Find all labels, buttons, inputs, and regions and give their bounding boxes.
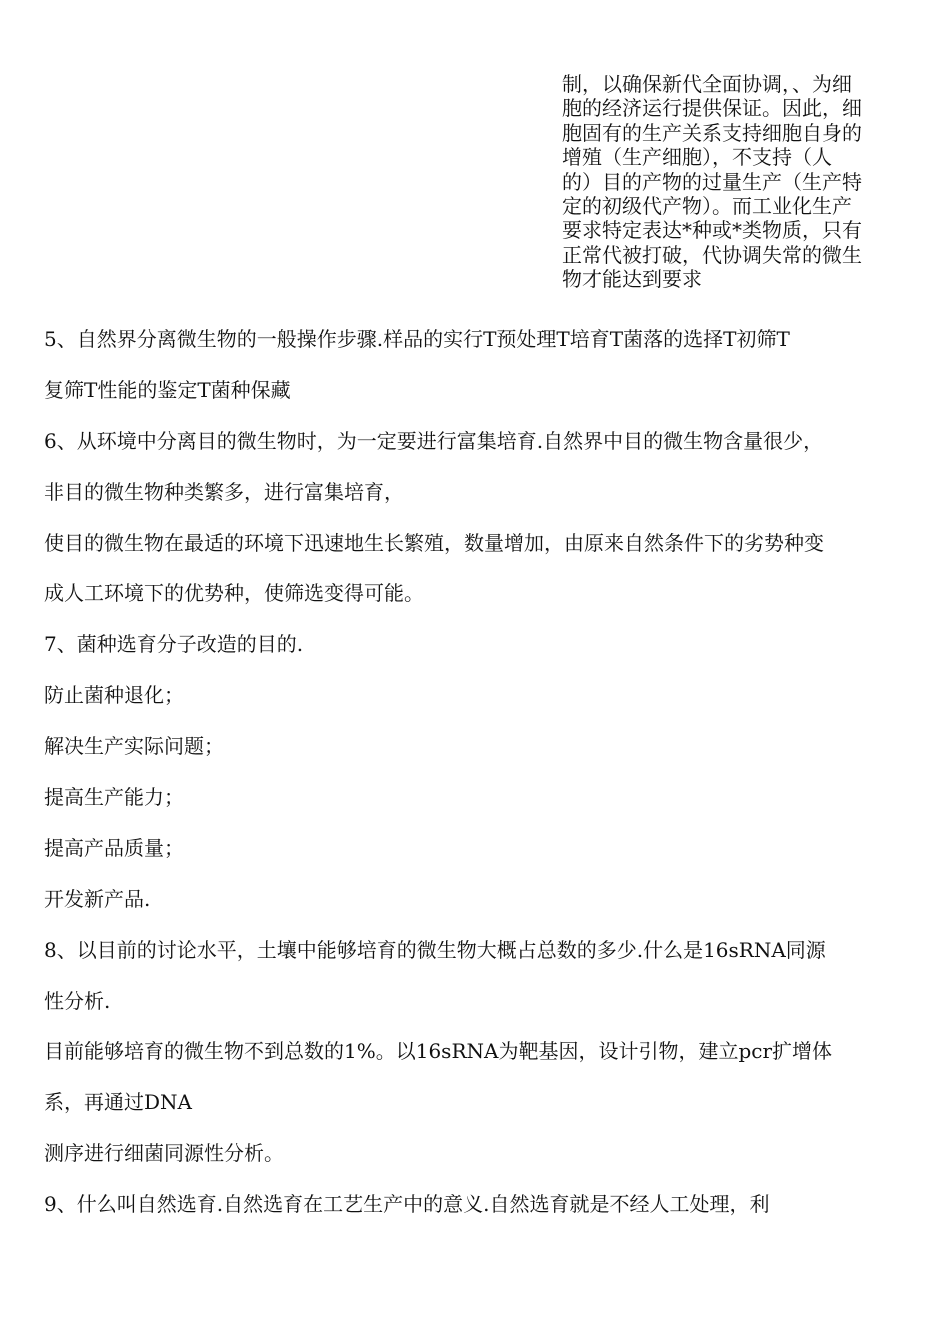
column-line: 制，以确保新代全面协调，、为细 — [562, 72, 852, 96]
column-line: 的）目的产物的过量生产（生产特 — [562, 169, 862, 194]
text-line: 性分析. — [44, 988, 111, 1013]
question-5-heading: 5、自然界分离微生物的一般操作步骤.样品的实行T预处理T培育T菌落的选择T初筛T — [44, 327, 790, 351]
question-8-heading: 8、以目前的讨论水平，土壤中能够培育的微生物大概占总数的多少.什么是16sRNA同源 — [44, 937, 826, 962]
list-item: 提高生产能力； — [44, 785, 184, 810]
question-7-heading: 7、菌种选育分子改造的目的. — [44, 632, 304, 657]
column-line: 物才能达到要求 — [562, 267, 702, 292]
list-item: 开发新产品. — [44, 886, 151, 911]
column-line: 正常代被打破，代协调失常的微生 — [562, 242, 862, 267]
list-item: 提高产品质量； — [44, 835, 184, 860]
text-line: 成人工环境下的优势种，使筛选变得可能。 — [44, 581, 424, 606]
text-line: 复筛T性能的鉴定T菌种保藏 — [44, 377, 291, 402]
list-item: 防止菌种退化； — [44, 683, 184, 708]
question-6-heading: 6、从环境中分离目的微生物时，为一定要进行富集培育.自然界中目的微生物含量很少， — [44, 428, 824, 453]
text-line: 目前能够培育的微生物不到总数的1%。以16sRNA为靶基因，设计引物，建立pcr扩增体 — [44, 1039, 833, 1064]
column-line: 胞固有的生产关系支持细胞自身的 — [562, 120, 862, 145]
column-line: 要求特定表达*种或*类物质，只有 — [562, 218, 862, 243]
column-line: 增殖（生产细胞），不支持（人 — [562, 145, 832, 170]
main-body-text — [44, 322, 924, 1238]
text-line: 非目的微生物种类繁多，进行富集培育， — [44, 479, 404, 504]
right-column-text-block — [562, 72, 902, 292]
text-line: 系，再通过DNA — [44, 1090, 192, 1115]
list-item: 解决生产实际问题； — [44, 734, 224, 759]
column-line: 胞的经济运行提供保证。因此，细 — [562, 96, 862, 121]
question-9-heading: 9、什么叫自然选育.自然选育在工艺生产中的意义.自然选育就是不经人工处理，利 — [44, 1192, 770, 1217]
text-line: 测序进行细菌同源性分析。 — [44, 1141, 284, 1166]
text-line: 使目的微生物在最适的环境下迅速地生长繁殖，数量增加，由原来自然条件下的劣势种变 — [44, 530, 824, 555]
column-line: 定的初级代产物）。而工业化生产 — [562, 194, 852, 219]
